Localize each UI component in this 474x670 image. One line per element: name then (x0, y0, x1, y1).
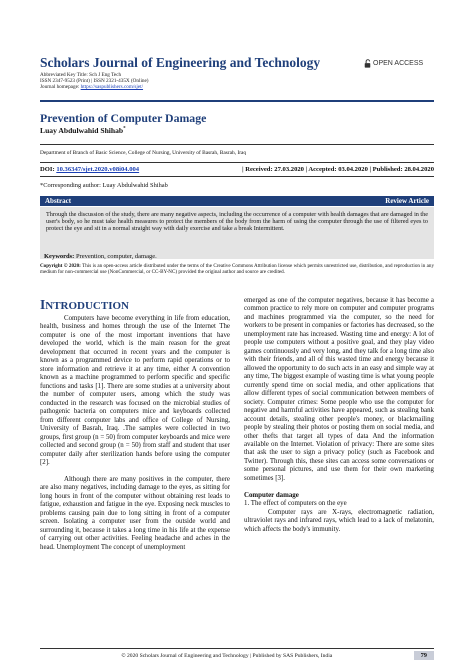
paragraph: Computer rays are X-rays, electromagnetic radiation, ultraviolet rays and infrared rays, which lead to a lack of melatonin, which affects the body's immunity. (244, 508, 434, 533)
paragraph: emerged as one of the computer negatives, because it has become a common practice to rely more on computer and computer programs and machines programmed via the computer, so the need for workers to be present in companies or factories has decreased, so the unemployment rate has increased. Wasting time and energy: A lot of people use computers without a positive goal, and they play video games continuously and very long, and they talk for a long time also with their friends, and all of this wasted time and energy because it allowed the opportunity to do such acts in an easy and simple way at any time, The biggest example of wasting time is what young people currently spend time on social media, and other applications that allow different types of social communication between members of society. Computer crimes: Some people who use the computer for negative and harmful activities have appeared, such as stealing bank account details, stealing other people's money, or blackmailing people by stealing their photos or posting them on social media, and other thefts that target all types of data And the information available on the Internet. Violation of privacy: There are some sites that ask the user to sign a privacy policy (such as Facebook and Twitter). Through this, these sites can access some conversations or some personal pictures, and use them for their own marketing sometimes [3]. (244, 297, 434, 482)
paragraph: Although there are many positives in the computer, there are also many negatives, including damage to the eyes, as sitting for long hours in front of the computer without obtaining rest leads to fatigue, exhaustion and fatigue in the eye. Exposing neck muscles to problems causing pain due to long sitting in front of a computer screen. Isolating a computer user from the outside world and surrounding it, because it takes a long time in his life at the expense of carrying out other activities. Feeling headache and aches in the head. Unemployment The concept of unemployment (40, 475, 230, 551)
homepage-label: Journal homepage: (40, 84, 81, 91)
article-dates (40, 166, 434, 173)
author-rule (40, 144, 434, 145)
abstract-label: Abstract (45, 197, 72, 205)
doi-link[interactable]: 10.36347/sjet.2020.v08i04.004 (56, 166, 140, 173)
introduction-heading: INTRODUCTION (40, 297, 129, 312)
page-footer (40, 651, 434, 660)
meta-line: ISSN 2347-9523 (Print) | ISSN 2321-435X (Online) (40, 78, 149, 85)
author-mark: * (123, 126, 126, 132)
footer-rule (40, 648, 434, 649)
corresponding-author: *Corresponding author: Luay Abdulwahid Shihab (40, 182, 168, 189)
header-rule (40, 100, 434, 102)
open-access-badge (364, 59, 423, 68)
open-lock-icon (364, 59, 371, 68)
paragraph: Computers have become everything in life from education, health, business and homes through the use of the Internet The computer is one of the most important inventions that have developed the world, which is the main reason for the great development that occurred in recent years and the computer is known as a programmed device to perform rapid operations or to store information and retrieve it at any time, either A convention known as a machine programmed to perform specific and specific functions and tasks [1]. There are some studies at a university about the number of computer users, among which the study was conducted in the research was focused on the microbial studies of pathogenic bacteria on computers mice and keyboards collected from different computer labs and office of College of Nursing, University of Basrah, Iraq. .The samples were collected in two groups, first group (n = 50) from computer keyboards and mice were collected and second group (n = 50) from staff and student that user computer daily after sterilization hands before using the computer [2]. (40, 315, 230, 466)
left-column (40, 298, 230, 552)
list-item: 1. The effect of computers on the eye (244, 500, 347, 508)
dates-rule-bottom (40, 176, 434, 177)
article-type: Review Article (385, 197, 429, 205)
author-name: Luay Abdulwahid Shihab* (40, 126, 126, 135)
footer-text: © 2020 Scholars Journal of Engineering and Technology | Published by SAS Publishers, India (121, 652, 333, 659)
affiliation: Department of Branch of Basic Science, College of Nursing, University of Basrah, Basrah, Iraq (40, 150, 247, 156)
article-title: Prevention of Computer Damage (40, 111, 207, 125)
abstract-text: Through the discussion of the study, there are many negative aspects, including the occurrence of a computer with health damages that are damaged in the user's body, so he must take health measures to protect the members of the body from the harm of using the computer through the use of filtered eyes to protect the eye and sit in a normal straight way with daily exercise and take a break Intermittent. (40, 207, 434, 259)
meta-line (40, 84, 149, 90)
dates-rule-top (40, 162, 434, 163)
right-column (244, 297, 434, 534)
meta-line: Abbreviated Key Title: Sch J Eng Tech (40, 72, 122, 78)
homepage-link[interactable]: https://saspublishers.com/sjet/ (80, 84, 144, 91)
page-number: 79 (414, 651, 434, 660)
journal-title: Scholars Journal of Engineering and Technology (40, 55, 321, 70)
abstract-bar (40, 196, 434, 206)
open-access-label: OPEN ACCESS (373, 60, 424, 67)
date-line: | Received: 27.03.2020 | Accepted: 03.04.2020 | Published: 28.04.2020 (242, 166, 434, 173)
copyright-notice: Copyright © 2020: This is an open-access article distributed under the terms of the Creative Commons Attribution license which permits unrestricted use, distribution, and reproduction in any medium for non-commercial use (NonCommercial, or CC-BY-NC) provided the original author and source are credited. (40, 263, 434, 276)
journal-meta (40, 72, 149, 91)
keywords: Keywords: Prevention, computer, damage. (44, 253, 157, 260)
computer-damage-heading: Computer damage (244, 491, 299, 499)
doi: DOI: 10.36347/sjet.2020.v08i04.004 (40, 166, 140, 173)
